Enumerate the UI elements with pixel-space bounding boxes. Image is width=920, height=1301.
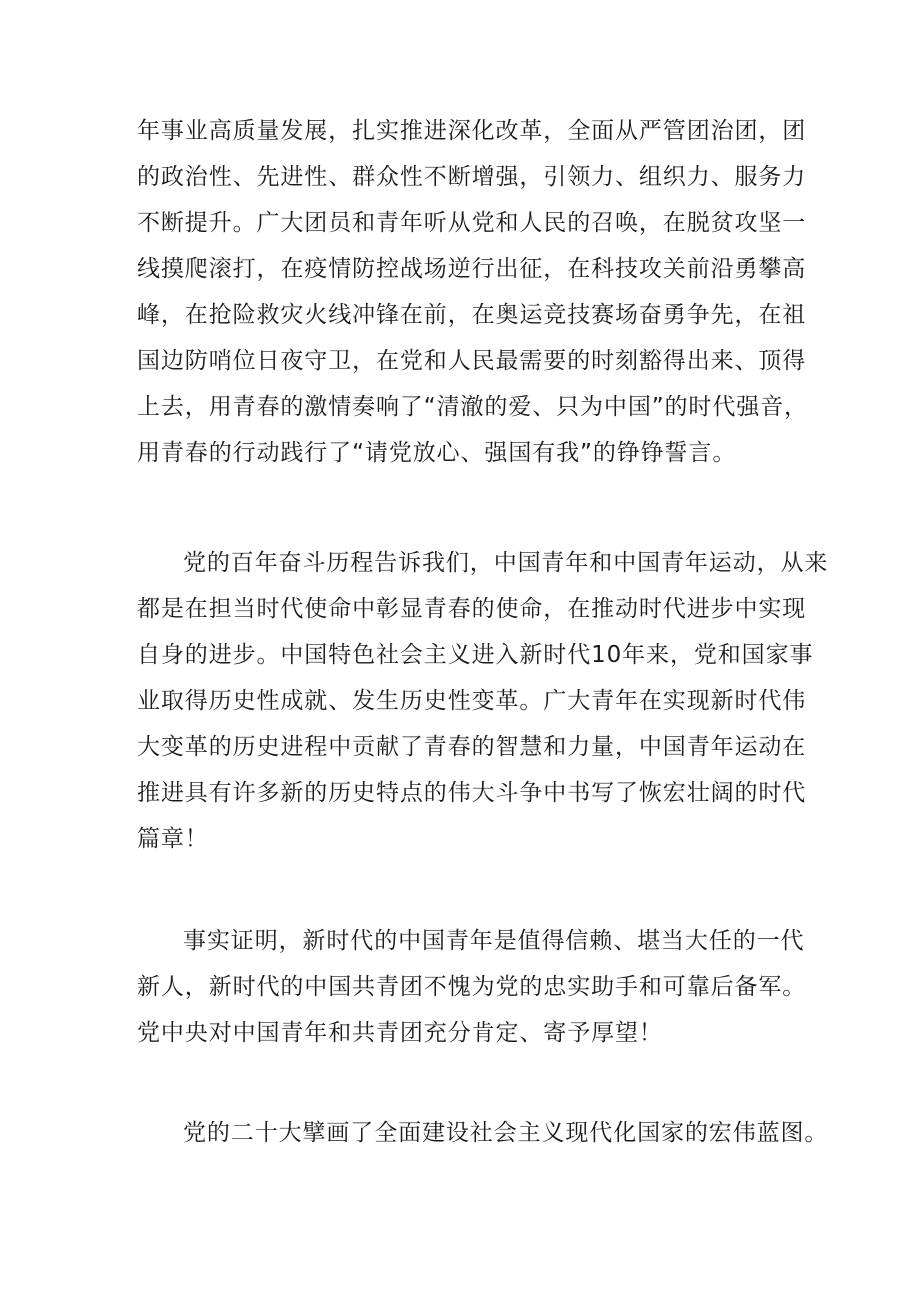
paragraph-line: 党的百年奋斗历程告诉我们，中国青年和中国青年运动，从来 [183, 550, 829, 576]
paragraph-line: 推进具有许多新的历史特点的伟大斗争中书写了恢宏壮阔的时代 [137, 780, 807, 806]
paragraph-line: 用青春的行动践行了“请党放心、强国有我”的铮铮誓言。 [137, 440, 737, 466]
paragraph-line: 国边防哨位日夜守卫，在党和人民最需要的时刻豁得出来、顶得 [137, 348, 807, 374]
paragraph-line: 事实证明，新时代的中国青年是值得信赖、堪当大任的一代 [183, 928, 805, 954]
paragraph-line: 党的二十大擘画了全面建设社会主义现代化国家的宏伟蓝图。 [183, 1120, 829, 1146]
paragraph-line: 峰，在抢险救灾火线冲锋在前，在奥运竞技赛场奋勇争先，在祖 [137, 302, 807, 328]
paragraph-line: 业取得历史性成就、发生历史性变革。广大青年在实现新时代伟 [137, 688, 807, 714]
paragraph-2 [137, 540, 829, 862]
paragraph-line: 都是在担当时代使命中彰显青春的使命，在推动时代进步中实现 [137, 596, 807, 622]
paragraph-line: 党中央对中国青年和共青团充分肯定、寄予厚望！ [137, 1020, 663, 1046]
paragraph-1 [137, 108, 808, 476]
paragraph-line: 的政治性、先进性、群众性不断增强，引领力、组织力、服务力 [137, 164, 807, 190]
paragraph-line: 自身的进步。中国特色社会主义进入新时代10年来，党和国家事 [137, 642, 814, 668]
paragraph-line: 不断提升。广大团员和青年听从党和人民的召唤，在脱贫攻坚一 [137, 210, 807, 236]
paragraph-3 [137, 918, 807, 1056]
paragraph-line: 大变革的历史进程中贡献了青春的智慧和力量，中国青年运动在 [137, 734, 807, 760]
paragraph-4 [137, 1110, 829, 1156]
paragraph-line: 上去，用青春的激情奏响了“清澈的爱、只为中国”的时代强音， [137, 394, 808, 420]
paragraph-line: 篇章！ [137, 826, 209, 852]
paragraph-line: 年事业高质量发展，扎实推进深化改革，全面从严管团治团，团 [137, 118, 807, 144]
paragraph-line: 线摸爬滚打，在疫情防控战场逆行出征，在科技攻关前沿勇攀高 [137, 256, 807, 282]
paragraph-line: 新人，新时代的中国共青团不愧为党的忠实助手和可靠后备军。 [137, 974, 807, 1000]
